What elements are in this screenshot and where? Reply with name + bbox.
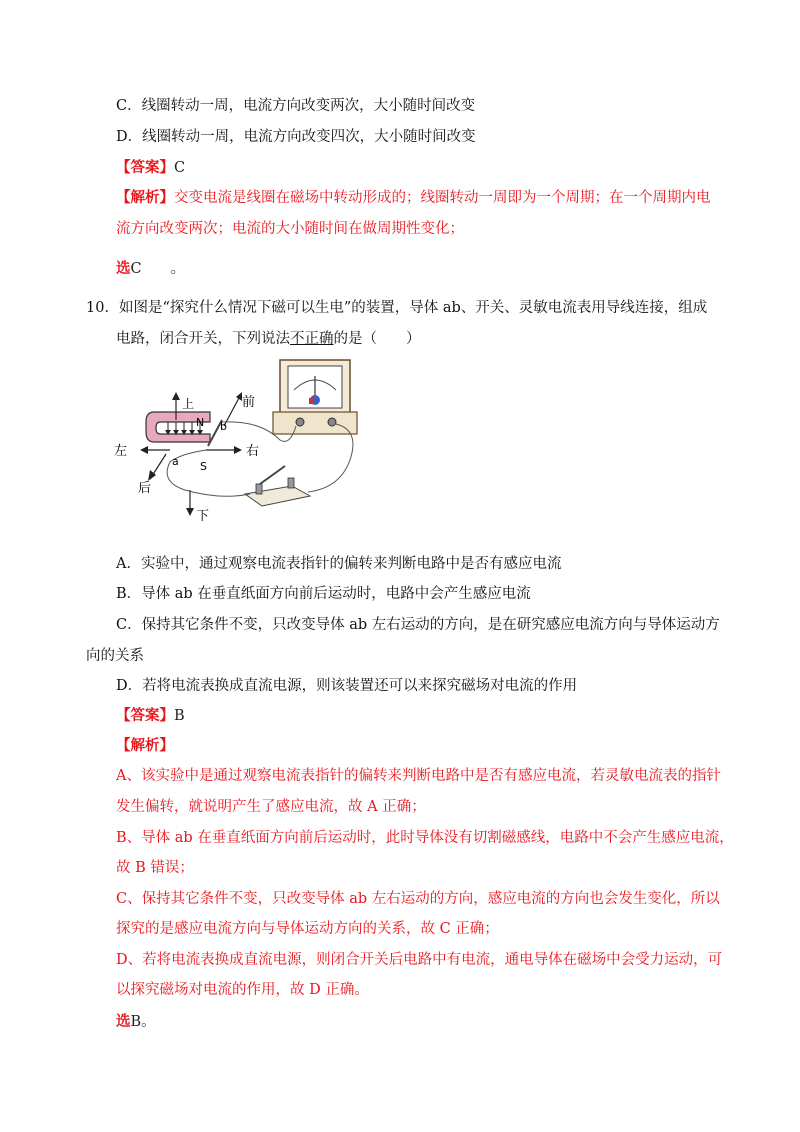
experiment-figure — [110, 350, 370, 525]
q10-option-b: B．导体 ab 在垂直纸面方向前后运动时，电路中会产生感应电流 — [116, 586, 531, 602]
answer-label: 【答案】 — [116, 707, 174, 724]
label-a: a — [172, 455, 179, 468]
q10-option-c-line-2: 向的关系 — [86, 648, 144, 664]
switch-lever — [260, 466, 285, 484]
q10-analysis-line-6: 探究的是感应电流方向与导体运动方向的关系，故 C 正确； — [116, 921, 499, 937]
label-left: 左 — [114, 444, 128, 459]
choice-prefix: 选 — [116, 1013, 131, 1030]
terminal-left — [296, 418, 304, 426]
analysis-text: 交变电流是线圈在磁场中转动形成的；线圈转动一周即为一个周期；在一个周期内电 — [174, 190, 711, 206]
label-b: b — [220, 420, 227, 433]
choice-value: B。 — [130, 1014, 156, 1030]
q10-analysis-line-8: 以探究磁场对电流的作用，故 D 正确。 — [116, 982, 369, 998]
q10-stem-line-2 — [116, 329, 421, 349]
q10-analysis-line-2: 发生偏转，就说明产生了感应电流，故 A 正确； — [116, 799, 426, 815]
stem-underlined: 不正确 — [290, 331, 334, 347]
label-up: 上 — [182, 397, 195, 411]
prev-option-c: C．线圈转动一周，电流方向改变两次，大小随时间改变 — [116, 98, 476, 114]
q10-analysis-line-3: B、导体 ab 在垂直纸面方向前后运动时，此时导体没有切割磁感线，电路中不会产生感应电流， — [116, 830, 734, 846]
prev-choice — [116, 259, 185, 279]
stem-post: 的是（ ） — [333, 331, 421, 347]
label-down: 下 — [196, 509, 210, 524]
answer-label: 【答案】 — [116, 159, 174, 176]
answer-value: B — [174, 708, 185, 724]
stem-pre: 电路，闭合开关，下列说法 — [116, 331, 290, 347]
wire-bottom — [167, 450, 250, 496]
q10-option-c-line-1: C．保持其它条件不变，只改变导体 ab 左右运动的方向，是在研究感应电流方向与导体运动方 — [116, 617, 720, 633]
choice-prefix: 选 — [116, 260, 131, 277]
analysis-label: 【解析】 — [116, 189, 174, 206]
prev-answer — [116, 158, 185, 178]
q10-option-d: D．若将电流表换成直流电源，则该装置还可以来探究磁场对电流的作用 — [116, 678, 578, 694]
terminal-right — [328, 418, 336, 426]
q10-stem-line-1: 10．如图是“探究什么情况下磁可以生电”的装置，导体 ab、开关、灵敏电流表用导线连接，组成 — [86, 300, 708, 316]
q10-option-a: A．实验中，通过观察电流表指针的偏转来判断电路中是否有感应电流 — [116, 556, 562, 572]
q10-analysis-line-4: 故 B 错误； — [116, 860, 194, 876]
answer-value: C — [174, 160, 186, 176]
label-front: 前 — [242, 395, 256, 410]
prev-analysis-line-1 — [116, 188, 711, 208]
label-back: 后 — [138, 481, 152, 496]
q10-analysis-line-7: D、若将电流表换成直流电源，则闭合开关后电路中有电流，通电导体在磁场中会受力运动，可 — [116, 952, 723, 968]
label-n-pole: N — [196, 416, 205, 429]
prev-analysis-line-2: 流方向改变两次；电流的大小随时间在做周期性变化； — [116, 221, 464, 237]
q10-choice — [116, 1012, 156, 1032]
switch-base — [245, 486, 310, 506]
q10-answer — [116, 706, 185, 726]
choice-value: C 。 — [130, 261, 186, 277]
prev-option-d: D．线圈转动一周，电流方向改变四次，大小随时间改变 — [116, 129, 476, 145]
q10-analysis-line-1: A、该实验中是通过观察电流表指针的偏转来判断电路中是否有感应电流，若灵敏电流表的指针 — [116, 768, 721, 784]
label-s-pole: S — [200, 460, 207, 473]
galvanometer-base — [273, 412, 357, 434]
q10-analysis-label: 【解析】 — [116, 737, 174, 754]
q10-analysis-line-5: C、保持其它条件不变，只改变导体 ab 左右运动的方向，感应电流的方向也会发生变化，所以 — [116, 891, 720, 907]
label-right: 右 — [246, 444, 260, 459]
